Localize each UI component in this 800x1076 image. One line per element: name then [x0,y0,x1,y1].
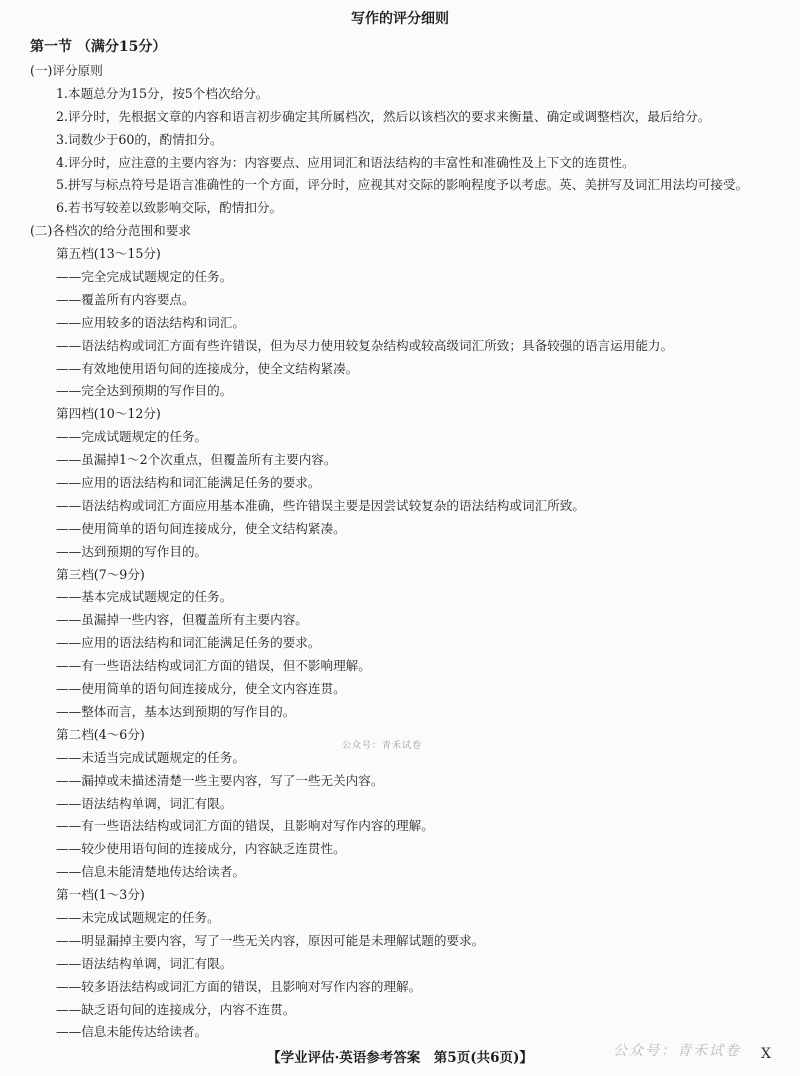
grade-heading: 第四档(10～12分) [56,406,161,422]
grade-criterion: ——完全完成试题规定的任务。 [56,269,233,285]
footer-watermark: 公众号：青禾试卷 [613,1043,741,1059]
principle-item: 6.若书写较差以致影响交际，酌情扣分。 [56,200,283,216]
grade-criterion: ——未适当完成试题规定的任务。 [56,749,245,765]
grade-criterion: ——有一些语法结构或词汇方面的错误，但不影响理解。 [56,658,371,674]
footer-mark: X [761,1046,771,1062]
grade-criterion: ——使用简单的语句间连接成分，使全文内容连贯。 [56,681,346,697]
grade-criterion: ——应用的语法结构和词汇能满足任务的要求。 [56,475,321,491]
page-footer: 【学业评估·英语参考答案 第5页(共6页)】 [267,1050,533,1066]
grade-heading: 第一档(1～3分) [56,887,145,903]
grade-criterion: ——使用简单的语句间连接成分，使全文结构紧凑。 [56,520,346,536]
grade-criterion: ——语法结构或词汇方面有些许错误，但为尽力使用较复杂结构或较高级词汇所致；具备较强的语言运用能力。 [56,337,674,353]
grade-criterion: ——语法结构单调，词汇有限。 [56,955,233,971]
grade-criterion: ——明显漏掉主要内容，写了一些无关内容，原因可能是未理解试题的要求。 [56,932,485,948]
section-heading: 第一节 （满分15分） [30,39,167,55]
grade-criterion: ——有效地使用语句间的连接成分，使全文结构紧凑。 [56,360,359,376]
grade-criterion: ——语法结构或词汇方面应用基本准确，些许错误主要是因尝试较复杂的语法结构或词汇所致。 [56,497,585,513]
grade-criterion: ——较多语法结构或词汇方面的错误，且影响对写作内容的理解。 [56,978,422,994]
grade-criterion: ——虽漏掉一些内容，但覆盖所有主要内容。 [56,612,308,628]
grade-criterion: ——应用较多的语法结构和词汇。 [56,314,245,330]
watermark-text: 公众号：青禾试卷 [342,741,423,751]
grade-criterion: ——虽漏掉1～2个次重点，但覆盖所有主要内容。 [56,452,337,468]
principle-item: 5.拼写与标点符号是语言准确性的一个方面，评分时，应视其对交际的影响程度予以考虑。英、美拼写及词汇用法均可接受。 [56,177,749,193]
grade-criterion: ——达到预期的写作目的。 [56,543,208,559]
grade-criterion: ——漏掉或未描述清楚一些主要内容，写了一些无关内容。 [56,772,384,788]
grade-criterion: ——整体而言，基本达到预期的写作目的。 [56,703,296,719]
grade-criterion: ——缺乏语句间的连接成分，内容不连贯。 [56,1001,296,1017]
grade-criterion: ——应用的语法结构和词汇能满足任务的要求。 [56,635,321,651]
grade-criterion: ——完成试题规定的任务。 [56,429,208,445]
grade-criterion: ——较少使用语句间的连接成分，内容缺乏连贯性。 [56,841,346,857]
principle-item: 2.评分时，先根据文章的内容和语言初步确定其所属档次，然后以该档次的要求来衡量、确定或调整档次，最后给分。 [56,108,711,124]
grade-criterion: ——信息未能清楚地传达给读者。 [56,864,245,880]
principle-item: 3.词数少于60的，酌情扣分。 [56,131,223,147]
page-title: 写作的评分细则 [351,11,449,27]
principles-heading: (一)评分原则 [30,63,103,78]
principle-item: 4.评分时，应注意的主要内容为：内容要点、应用词汇和语法结构的丰富性和准确性及上下文的连贯性。 [56,154,635,170]
grade-criterion: ——信息未能传达给读者。 [56,1024,208,1040]
grade-criterion: ——语法结构单调，词汇有限。 [56,795,233,811]
grade-heading: 第三档(7～9分) [56,566,145,582]
grade-heading: 第二档(4～6分) [56,726,145,742]
document-body [0,60,800,1044]
grade-criterion: ——基本完成试题规定的任务。 [56,589,233,605]
grade-criterion: ——覆盖所有内容要点。 [56,291,195,307]
grade-heading: 第五档(13～15分) [56,246,161,262]
grades-heading: (二)各档次的给分范围和要求 [30,223,191,239]
grade-criterion: ——完全达到预期的写作目的。 [56,383,233,399]
principle-item: 1.本题总分为15分，按5个档次给分。 [56,85,269,101]
grade-criterion: ——有一些语法结构或词汇方面的错误，且影响对写作内容的理解。 [56,818,434,834]
grade-criterion: ——未完成试题规定的任务。 [56,909,220,925]
